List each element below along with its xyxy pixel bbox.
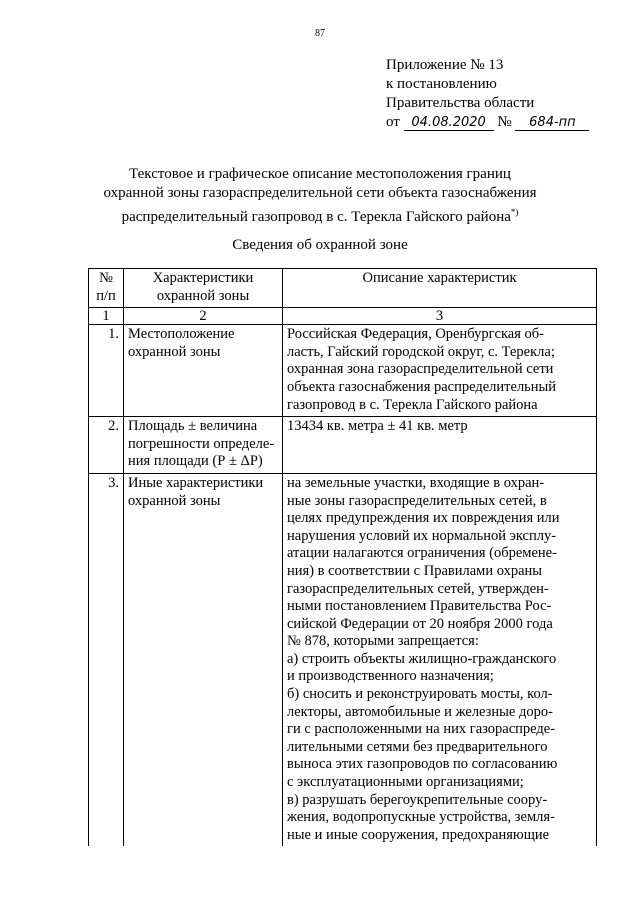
protected-zone-table: [88, 268, 597, 846]
document-title: [60, 165, 580, 227]
title-line-3-text: распределительный газопровод в с. Терекла Гайского района: [121, 209, 511, 225]
title-line-1: Текстовое и графическое описание местоположения границ: [129, 166, 511, 182]
header-col-number: № п/п: [89, 269, 124, 308]
page-number: 87: [315, 28, 325, 39]
column-number-cell: 2: [124, 308, 283, 325]
table-row: [89, 417, 597, 474]
row-description: 13434 кв. метра ± 41 кв. метр: [283, 417, 597, 474]
section-subtitle: Сведения об охранной зоне: [232, 237, 408, 253]
handwritten-date: 04.08.2020: [404, 115, 494, 131]
appendix-line-3: Правительства области: [386, 95, 535, 111]
row-number: 1.: [89, 325, 124, 417]
appendix-line-2: к постановлению: [386, 76, 497, 92]
from-label: от: [386, 114, 400, 130]
row-number: 3.: [89, 473, 124, 846]
column-number-cell: 3: [283, 308, 597, 325]
number-label: №: [497, 114, 512, 130]
header-col-description: Описание характеристик: [283, 269, 597, 308]
handwritten-number: 684-пп: [515, 115, 589, 131]
footnote-mark: *): [510, 207, 519, 217]
page-bottom-margin: [0, 856, 640, 905]
appendix-block: [386, 56, 589, 132]
appendix-line-1: Приложение № 13: [386, 57, 504, 73]
row-description: на земельные участки, входящие в охран- ные зоны газораспределительных сетей, в целях предупреждения их повреждения или нарушения условий их нормальной эксплу- атации налагаются ограничения (обремене- ния) в соответствии с Правилами охраны газораспределительных сетей, утвержден- ными постановлением Правительства Рос- сийской Федерации от 20 ноября 2000 года № 878, которыми запрещается: а) строить объекты жилищно-гражданского и производственного назначения; б) сносить и реконструировать мосты, кол- лекторы, автомобильные и железные доро- ги с расположенными на них газораспреде- лительными сетями без предварительного выноса этих газопроводов по согласованию с эксплуатационными организациями; в) разрушать берегоукрепительные соору- жения, водопропускные устройства, земля- ные и иные сооружения, предохраняющие: [283, 473, 597, 846]
table-row: [89, 473, 597, 846]
table-header-row: [89, 269, 597, 308]
table-row: [89, 325, 597, 417]
row-characteristic: Иные характеристики охранной зоны: [124, 473, 283, 846]
appendix-date-line: [386, 113, 589, 132]
title-line-3: [60, 203, 580, 227]
column-number-cell: 1: [89, 308, 124, 325]
header-col-characteristics: Характеристики охранной зоны: [124, 269, 283, 308]
title-line-2: охранной зоны газораспределительной сети объекта газоснабжения: [103, 185, 537, 201]
column-number-row: [89, 308, 597, 325]
row-characteristic: Местоположение охранной зоны: [124, 325, 283, 417]
row-characteristic: Площадь ± величина погрешности определе- ния площади (Р ± ΔР): [124, 417, 283, 474]
row-description: Российская Федерация, Оренбургская об- ласть, Гайский городской округ, с. Терекла; охранная зона газораспределительной сети объекта газоснабжения распределительный газопровод в с. Терекла Гайского района: [283, 325, 597, 417]
row-number: 2.: [89, 417, 124, 474]
